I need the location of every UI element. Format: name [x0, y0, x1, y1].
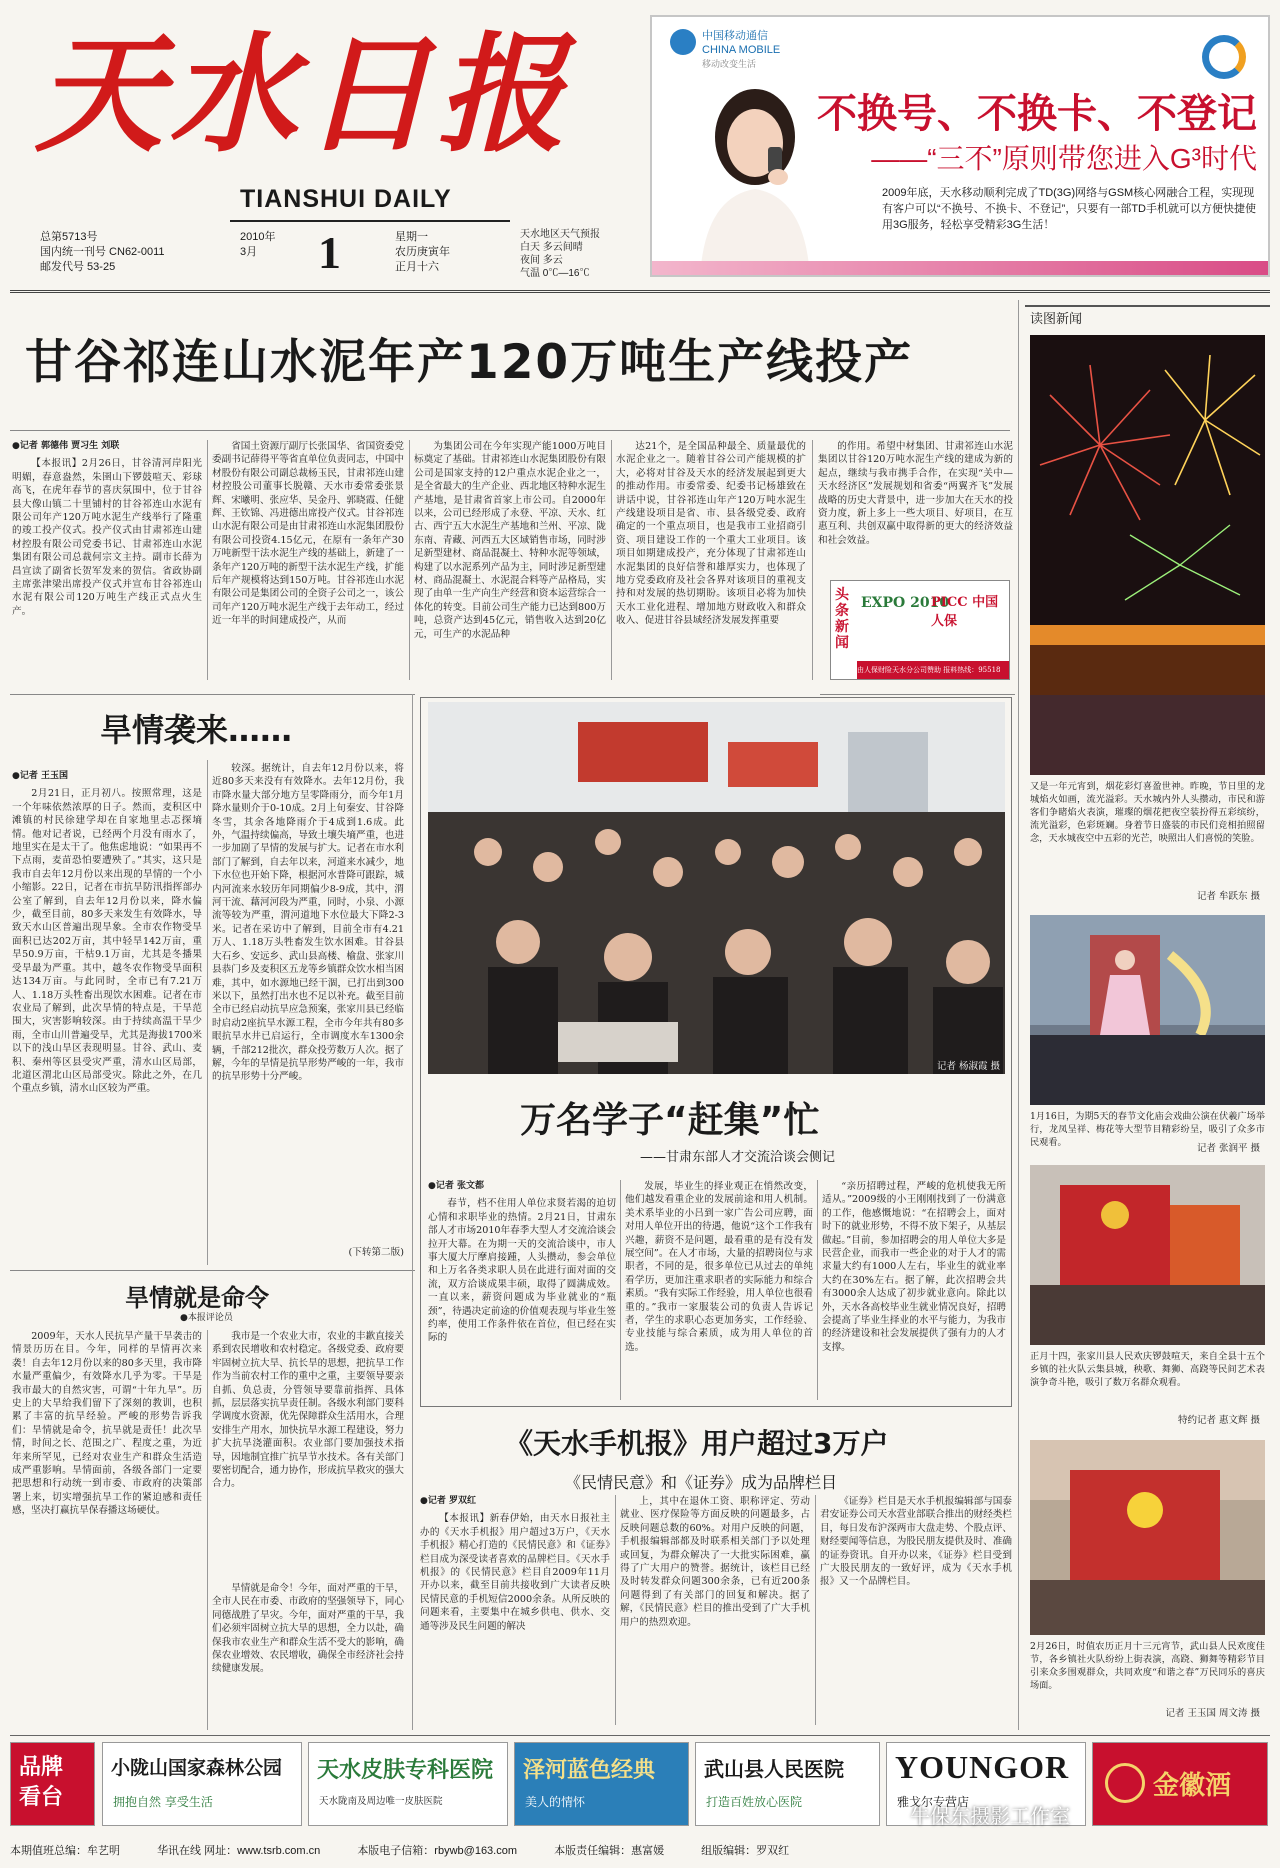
talent-fair-headline: 万名学子“赶集”忙 [520, 1100, 820, 1141]
talent-fair-col1-text: 春节，档不住用人单位求贤若渴的迫切心情和求职毕业的热情。2月21日，甘肃东部人才市场2010年春季大型人才交流洽谈会拉开大幕。在为期一天的交流洽谈中，市人事大厦大厅摩肩接踵，人头攒动，参会单位和上万名各类求职人员在此进行面对面的交流，双方洽谈成果丰硕，取得了圆满成效。一直以来，薪资问题成为毕业就业的“瓶颈”，待遇决定前途的价值观表现与毕业生签约率，使用工作条件依在首位，但已经在实际的 [428, 1198, 616, 1344]
newspaper-logo-en: TIANSHUI DAILY [240, 185, 452, 213]
col-divider [817, 1180, 818, 1400]
drought-headline: 旱情袭来…… [100, 711, 293, 749]
talent-fair-photo [428, 702, 1005, 1074]
ad-xiaolongshan-sub: 拥抱自然 享受生活 [113, 1795, 213, 1809]
footer-duty-editor: 本版责任编辑：惠富媛 [554, 1845, 665, 1857]
drought-continued [212, 1246, 404, 1262]
sms-col2-text: 上，其中在退休工资、职称评定、劳动就业、医疗保险等方面反映的问题最多，占反映问题总数的60%。对用户反映的问题，手机报编辑部都及时联系相关部门予以处理或回复，为群众解决了一大批实际困难，赢得了广大用户的赞誉。据统计，该栏目已经及时转发群众问题300余条，已有近200条问题得到了有关部门的回复和解决。据了解，《民情民意》栏目的推出受到了广大手机用户的热烈欢迎。 [620, 1496, 810, 1628]
lead-article-col4 [616, 440, 806, 690]
picture-news-rule [1025, 305, 1270, 307]
col-divider [611, 440, 612, 680]
editorial-col3-text: 旱情就是命令！今年，面对严重的干旱，全市人民在市委、市政府的坚强领导下，同心同德战胜了旱灾。今年，面对严重的干旱，我们必须牢固树立抗大旱的思想，全力以赴，确保我市农业生产和群众生活不受大的影响，确保农业增效、农民增收，确保全市经济社会持续健康发展。 [212, 1583, 404, 1675]
masthead-divider [10, 290, 1270, 293]
sms-col3-text: 《证券》栏目是天水手机报编辑部与国泰君安证券公司天水营业部联合推出的财经类栏目，每日发布沪深两市大盘走势、个股点评、财经要闻等信息，为股民朋友提供及时、准确的证券资讯。自开办以来，《证券》栏目受到广大股民朋友的一致好评，成为《天水手机报》又一个品牌栏目。 [820, 1496, 1012, 1588]
ad-zehe-title: 泽河蓝色经典 [523, 1758, 656, 1783]
issue-info [40, 230, 165, 275]
ad-headline: 不换号、不换卡、不登记 [817, 92, 1257, 136]
drought-cont-text: (下转第二版) [348, 1247, 404, 1258]
date-day: 1 [318, 227, 341, 278]
talent-fair-col3 [822, 1180, 1006, 1402]
jinhui-logo-icon [1105, 1763, 1145, 1803]
ad-brand-showcase [10, 1742, 95, 1826]
section-rule [10, 1270, 415, 1271]
cm-brand-en: CHINA MOBILE [702, 44, 781, 56]
editorial-col3 [212, 1582, 404, 1730]
weekday: 星期一 [395, 231, 428, 243]
headline-sponsor-ad [830, 580, 1010, 680]
ad-skin-hospital [308, 1742, 508, 1826]
editorial-byline-box [180, 1312, 300, 1326]
sms-subtitle: 《民情民意》和《证券》成为品牌栏目 [565, 1473, 838, 1492]
talent-fair-col1 [428, 1180, 616, 1402]
issue-number: 总第5713号 [40, 231, 98, 243]
ad-jinhui [1092, 1742, 1268, 1826]
weather-title: 天水地区天气预报 [520, 229, 600, 240]
lead-col4-text: 达21个，是全国品种最全、质量最优的水泥企业之一。随着甘谷公司产能规模的扩大，必将对甘谷及天水的经济发展起到更大的推动作用。市委常委、纪委书记杨雄致在讲话中说，甘谷祁连山年产120万吨水泥生产线建设项目是省、市、县各级党委、政府确定的一个重点项目，也是我市工业招商引资、项目建设工作的一个重大工业项目。该项目如期建成投产，充分体现了甘肃祁连山水泥集团的良好信誉和雄厚实力，也体现了地方党委政府及社会各界对该项目的重视支持和对发展的热切期盼。该项目必将为加快天水工业化进程、增加地方财政收入和群众收入、促进甘谷县域经济发展发挥重要 [616, 441, 806, 627]
ad-xiaolongshan [102, 1742, 302, 1826]
china-mobile-ad [650, 15, 1270, 277]
picture-news-title: 读图新闻 [1030, 312, 1083, 327]
ad-subline: ——“三不”原则带您进入G³时代 [871, 143, 1257, 174]
weather-day: 白天 多云间晴 [520, 242, 583, 253]
lead-col5-text: 的作用。希望中材集团、甘肃祁连山水泥集团以甘谷120万吨水泥生产线的建成为新的起点，继续与我市携手合作，在实现“关中—天水经济区”发展规划和省委“两翼齐飞”发展战略的历史大背景中，进一步加大在天水的投资力度，新上多上一些大项目、好项目，在互惠互利、共创双赢中取得新的更大的经济效益和社会效益。 [818, 441, 1013, 546]
g3-logo-icon [1202, 35, 1246, 79]
col-divider [815, 1495, 816, 1725]
col-divider [207, 1330, 208, 1730]
lead-article-col3 [414, 440, 606, 690]
fireworks-caption: 又是一年元宵到，烟花彩灯喜盈世神。昨晚，节日里的龙城焰火如画，流光溢彩。天水城内外人头攒动，市民和游客们争睹焰火表演，璀璨的烟花把夜空装扮得五彩缤纷，流光溢彩，色彩斑斓。身着节日盛装的市民们竞相拍照留念，天水城夜空中五彩的光芒，映照出人们喜悦的笑脸。 [1030, 781, 1265, 844]
lead-article-col2 [212, 440, 404, 690]
ad-wushan-hospital [695, 1742, 880, 1826]
china-mobile-logo-icon [670, 29, 696, 55]
ad-youngor-title: YOUNGOR [895, 1749, 1070, 1785]
drought-col1-text: 2月21日，正月初八。按照常理，这是一个年味依然浓厚的日子。然而，麦积区中滩镇的村民徐建学却在自家地里忐忑探墒情。他对记者说，已经两个月没有雨水了，地里实在是太干了。他焦虑地说：“如果再不下点雨，麦苗恐怕要遭殃了。”其实，这只是我市自去年12月份以来出现的旱情的一个小小缩影。22日，记者在市抗旱防汛指挥部办公室了解到，自去年12月份以来，降水偏少，截至目前，80多天来发生有效降水，导致天水山区普遍出现旱象。全市农作物受旱面积已达202万亩，其中轻旱142万亩，重旱50.9万亩，干枯9.1万亩，尤其是冬播果受旱最为严重。其中，越冬农作物受旱面积达134万亩。与此同时，全市已有7.21万人、1.18万头牲畜出现饮水困难。记者在市农业局了解到，此次旱情的特点是，干旱范围大，灾害影响较深。由于持续高温干旱少雨，全市山川普遍受旱，尤其是海拔1700米以下的浅山旱区表现明显。甘谷、武山、麦积、秦州等区县受灾严重，清水山区局部，北道区渭北山区局部受灾。除此之外，在几个重点乡镇，清水山区较为严重。 [12, 788, 202, 1095]
footer-email: 本版电子信箱：rbywb@163.com [357, 1845, 518, 1857]
ad-pink-bar [652, 261, 1268, 275]
masthead [30, 15, 630, 220]
sms-col1-text: 【本报讯】新春伊始，由天水日报社主办的《天水手机报》用户超过3万户，《天水手机报》精心打造的《民情民意》和《证券》栏目成为深受读者喜欢的品牌栏目。《天水手机报》的《民情民意》栏目自2009年11月开办以来，截至目前共接收到广大读者反映民情民意的手机短信2000余条。从所反映的问题来看，主要集中在城乡供电、供水、交通等涉及民生问题的解决 [420, 1513, 610, 1632]
date-month: 3月 [240, 246, 258, 258]
lead-col1-text: 【本报讯】2月26日，甘谷清河岸阳光明媚，春意盎然，朱圉山下锣鼓喧天、彩球高飞，在虎年春节的喜庆氛围中，位于甘谷县大像山镇二十里铺村的甘谷祁连山水泥有限公司年产120万吨水泥生产线举行了隆重的竣工投产仪式。投产仪式由甘肃祁连山建材控股有限公司党委书记、甘肃祁连山水泥集团有限公司总裁何宗文主持。副市长薛为昌宣读了副省长贺军发来的贺信。省政协副主席张津梁出席投产仪式并宣布甘谷祁连山水泥有限公司120万吨生产线正式点火生产。 [12, 458, 202, 617]
sponsor-side-text: 头条新闻 [835, 587, 849, 651]
cm-brand [702, 29, 780, 71]
footer-credits [10, 1842, 1270, 1858]
talent-fair-col3-text: “亲历招聘过程，严峻的危机使我无所适从。”2009级的小王刚刚找到了一份满意的工作，他感慨地说：“在招聘会上，面对时下的就业形势，不得不放下架子，从基层做起。”目前，参加招聘会的用人单位大多是民营企业，而我市一些企业的对于人才的需求量大约有1000人左右，毕业生的就业率大约在30%左右。据了解，此次招聘会共有3000余人达成了初步就业意向。除此以外，天水各高校毕业生就业情况良好，招聘会提高了毕业生择业的水平与能力，为我市的经济建设和社会发展提供了强有力的人才支撑。 [822, 1181, 1006, 1353]
lead-article-col1 [12, 440, 202, 690]
lunar-year: 农历庚寅年 [395, 246, 450, 258]
cn-code: 国内统一刊号 CN62-0011 [40, 246, 165, 258]
footer-website: 华讯在线 网址：www.tsrb.com.cn [157, 1845, 321, 1857]
sms-col2 [620, 1495, 810, 1730]
sms-col1 [420, 1495, 610, 1730]
lead-byline: ●记者 郭德伟 贾习生 刘联 [12, 441, 120, 451]
ad-brand-showcase-title: 品牌看台 [19, 1755, 64, 1810]
col-divider [409, 440, 410, 680]
weather-temp: 气温 0℃—16℃ [520, 268, 590, 279]
right-column-divider [1018, 300, 1019, 1730]
lantern-caption: 2月26日，时值农历正月十三元宵节，武山县人民欢度佳节，各乡镇社火队纷纷上街表演，高跷、狮舞等精彩节目引来众多围观群众，共同欢度“和谐之春”万民同乐的喜庆场面。 [1030, 1641, 1265, 1691]
ad-zehe-sub: 美人的情怀 [525, 1795, 586, 1809]
col-divider [615, 1495, 616, 1725]
sponsor-footer: 由人保财险天水分公司赞助 报料热线：95518 [857, 661, 1009, 679]
cm-slogan: 移动改变生活 [702, 59, 757, 69]
sms-col3 [820, 1495, 1012, 1730]
fireworks-credit: 记者 牟跃东 摄 [1196, 891, 1260, 902]
talent-fair-byline: ●记者 张文都 [428, 1181, 484, 1191]
drought-col1 [12, 770, 202, 1260]
ad-zehe [514, 1742, 689, 1826]
footer-layout-editor: 组版编辑：罗双红 [701, 1845, 790, 1857]
ad-body: 2009年底，天水移动顺利完成了TD(3G)网络与GSM核心网融合工程，实现现有客户可以“不换号、不换卡、不登记”，只要有一部TD手机就可以方便快捷使用3G服务，轻松享受精彩3G生活！ [882, 187, 1256, 231]
opera-photo [1030, 915, 1265, 1105]
talent-fair-col2 [625, 1180, 813, 1402]
shehuo-credit: 特约记者 惠文辉 摄 [1177, 1415, 1260, 1426]
weekday-info [395, 230, 450, 275]
drought-col2 [212, 762, 404, 1242]
ad-skin-hospital-title: 天水皮肤专科医院 [317, 1758, 494, 1783]
talent-fair-subtitle: ——甘肃东部人才交流洽谈会侧记 [640, 1150, 836, 1165]
lead-headline: 甘谷祁连山水泥年产120万吨生产线投产 [25, 335, 914, 390]
watermark: 牛保东摄影工作室 [910, 1804, 1070, 1828]
date-year: 2010年 [240, 231, 276, 243]
col-divider [207, 440, 208, 680]
cm-brand-cn: 中国移动通信 [702, 30, 768, 42]
lead-col3-text: 为集团公司在今年实现产能1000万吨目标奠定了基础。甘肃祁连山水泥集团股份有限公司是国家支持的12户重点水泥企业之一，是全省最大的生产企业、西北地区特种水泥生产基地，是甘肃省首家上市公司。自2000年以来，公司已经形成了永登、平凉、天水、红古、西宁五大水泥生产基地和兰州、平凉、陇东南、青藏、河西五大区域销售市场，同时涉足新型建材、商品混凝土、特种水泥等领域，构建了以水泥系列产品为主，同时涉足新型建材、商品混凝土、水泥混合料等产品格局，实现了由单一生产向生产经营和资本运营综合一体化的转变。目前公司生产能力已达到800万吨，总资产达到45亿元，销售收入达到20亿元，可生产的水泥品种 [414, 441, 606, 640]
sms-byline: ●记者 罗双红 [420, 1496, 476, 1506]
ad-xiaolongshan-title: 小陇山国家森林公园 [111, 1757, 283, 1779]
lantern-credit: 记者 王玉国 周文涛 摄 [1165, 1708, 1260, 1719]
left-section-divider [412, 694, 413, 1730]
section-rule [820, 694, 1015, 695]
talent-fair-credit: 记者 杨淑霞 摄 [936, 1061, 1000, 1072]
masthead-rule [230, 220, 510, 222]
newspaper-logo-cn: 天水日报 [35, 20, 572, 170]
sms-headline: 《天水手机报》用户超过3万户 [505, 1427, 889, 1460]
bottom-ad-strip [10, 1735, 1270, 1835]
lantern-festival-photo [1030, 1440, 1265, 1635]
ad-jinhui-title: 金徽酒 [1153, 1771, 1232, 1801]
picc-logo: PICC 中国人保 [931, 595, 999, 629]
drought-byline: ●记者 王玉国 [12, 771, 68, 781]
weather-box [520, 228, 600, 280]
ad-youngor-sub: 雅戈尔专营店 [897, 1795, 970, 1809]
editorial-headline: 旱情就是命令 [125, 1284, 269, 1312]
editorial-byline: ●本报评论员 [180, 1313, 233, 1323]
expo-logo: EXPO 2010 [861, 595, 950, 611]
editorial-col2-text: 我市是一个农业大市，农业的丰歉直接关系到农民增收和农村稳定。各级党委、政府要牢固树立抗大旱、抗长旱的思想，把抗旱工作作为当前农村工作的重中之重，主要领导要亲自抓、负总责，分管领导要靠前指挥、具体抓，层层落实抗旱责任制。各级水利部门要科学调度水资源，优先保障群众生活用水，合理安排生产用水，加快抗旱水源工程建设，努力扩大抗旱浇灌面积。农业部门要加强技术指导，因地制宜推广抗旱节水技术。各有关部门要密切配合，通力协作，形成抗旱救灾的强大合力。 [212, 1331, 404, 1490]
headline-rule [10, 430, 1010, 431]
weather-night: 夜间 多云 [520, 255, 563, 266]
fireworks-photo [1030, 335, 1265, 775]
ad-wushan-hospital-sub: 打造百姓放心医院 [706, 1795, 803, 1809]
date-info [240, 230, 275, 260]
ad-skin-hospital-sub: 天水陇南及周边唯一皮肤医院 [319, 1796, 443, 1807]
col-divider [207, 760, 208, 1265]
ad-wushan-hospital-title: 武山县人民医院 [704, 1757, 844, 1781]
col-divider [812, 440, 813, 680]
lead-article-col5 [818, 440, 1013, 575]
opera-credit: 记者 张润平 摄 [1196, 1143, 1260, 1154]
drought-col2-text: 较深。据统计，自去年12月份以来，将近80多天来没有有效降水。去年12月份，我市降水量大部分地方呈零降雨分，而今年1月降水量则介于0-10成。2月上旬秦安、甘谷降冬雪，其余各地降雨介于4成到1.6成。此外，气温持续偏高，导致土壤失墒严重，也进一步加剧了旱情的发展与扩大。记者在市水利部门了解到，自去年以来，河道来水减少，地下水位也开始下降，根据河水普降可跟踪，城内河流来水较历年同期偏少8-9成，其中，渭河干流、藉河河段为严重，同时，小泉、小源流等较为严重，渭河道地下水位最大下降2-3米。记者在采访中了解到，目前全市有4.21万人、1.18万头牲畜发生饮水困难。甘谷县大石乡、安远乡、武山县高楼、榆盘、张家川县恭门乡及麦积区五龙等乡镇群众饮水相当困难，其中，如水源地已经干涸，已打出到300米以下，虽然打出水也不足以补充。截至目前全市已经启动抗旱应急预案，张家川县已经临时启动2座抗旱水源工程，全市今年共有80多眼抗旱水井已启运行，全市调度水车1300余辆，千部212批次，群众投劳数万人次。据了解，今年的旱情是抗旱形势严峻的一年，我市的抗旱形势十分严峻。 [212, 763, 404, 1083]
editorial-col2 [212, 1330, 404, 1580]
post-code: 邮发代号 53-25 [40, 261, 116, 273]
lunar-day: 正月十六 [395, 261, 439, 273]
opera-caption: 1月16日，为期5天的春节文化庙会戏曲公演在伏羲广场举行，龙凤呈祥、梅花等大型节目精彩纷呈，吸引了众多市民观看。 [1030, 1111, 1265, 1148]
shehuo-festival-photo [1030, 1165, 1265, 1345]
col-divider [620, 1180, 621, 1400]
footer-editor: 本期值班总编：牟艺明 [10, 1845, 120, 1857]
shehuo-caption: 正月十四，张家川县人民欢庆锣鼓喧天，来自全县十五个乡镇的社火队云集县城，秧歌、舞狮、高跷等民间艺术表演争奇斗艳，吸引了数万名群众观看。 [1030, 1351, 1265, 1388]
editorial-col1-text: 2009年，天水人民抗旱产量干旱袭击的情景历历在目。今年，同样的旱情再次来袭！自去年12月份以来的80多天里，我市降水量严重偏少，有效降水几乎为零。干旱是我市最大的自然灾害，可谓“十年九旱”。历史上的大旱给我们留下了深刻的教训，也积累了丰富的抗旱经验。严峻的形势告诉我们：旱情就是命令，抗旱就是责任！此次旱情，时间之长、范围之广、程度之重，为近年来所罕见，已经对农业生产和群众生活造成严重影响。旱情面前，各级各部门一定要把思想和行动统一到市委、市政府的决策部署上来，切实增强抗旱工作的紧迫感和责任感，坚决打赢抗旱保春播这场硬仗。 [12, 1331, 202, 1517]
talent-fair-col2-text: 发展，毕业生的择业观正在悄然改变，他们越发看重企业的发展前途和用人机制。美术系毕业的小吕到一家广告公司应聘，面对用人单位开出的待遇，他说“这个工作我有兴趣，薪资不是问题，最看重的是有没有发展空间”。在人才市场，大量的招聘岗位与求职者，不同的是，很多单位已从过去的单纯看学历，更加注重求职者的实际能力和综合素质。“我有实际工作经验，用人单位也很看重的。”我市一家服装公司的负责人告诉记者，学生的求职心态更加务实，工作经验、专业技能与综合素质，成为用人单位的首选。 [625, 1181, 813, 1353]
lead-col2-text: 省国土资源厅副厅长张国华、省国资委党委副书记薛得平等省直单位负责同志，中国中材股份有限公司副总裁杨玉民，甘肃祁连山建材控股公司董事长脱赣、天水市委常委张景辉、宋曦明、张应华、吴金丹、郭晓霞、任健辉、王钦锦、冯进德出席投产仪式。甘谷祁连山水泥有限公司是由甘肃祁连山水泥集团股份有限公司投资4.15亿元，在原有一条年产30万吨新型干法水泥生产线的基础上，新建了一条年产120万吨的新型干法水泥生产线，扩能后年产规模将达到150万吨。甘谷祁连山水泥有限公司是集团公司的全资子公司之一，该公司年产120万吨水泥生产线于去年动工，经过近一年半的时间建成投产，从而 [212, 441, 404, 627]
section-rule [10, 694, 415, 695]
editorial-col1 [12, 1330, 202, 1730]
